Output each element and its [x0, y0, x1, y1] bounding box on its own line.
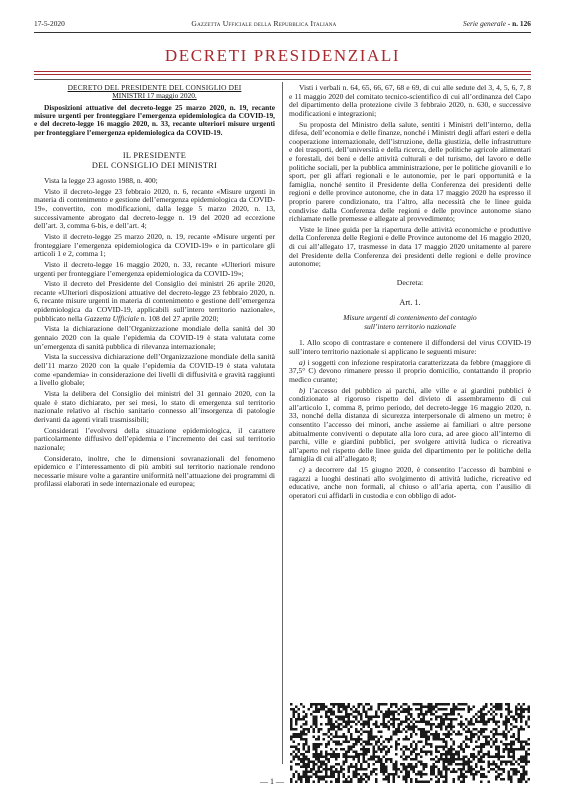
paragraph: Vista la legge 23 agosto 1988, n. 400;	[44, 176, 158, 185]
page-header	[34, 16, 531, 30]
paragraph: Visto il decreto del Presidente del Consiglio dei ministri 26 aprile 2020, recante «Ulteriori disposizioni attuative del decreto-legge 23 febbraio 2020, n. 6, recante misure urgenti in materia di contenimento e gestione dell’emergenza epidemiologica da COVID-19, applicabili sull’intero territorio nazionale», pubblicato nella Gazzetta Ufficiale n. 108 del 27 aprile 2020;	[34, 279, 275, 323]
decreta-heading: Decreta:	[396, 277, 424, 287]
page-number: — 1 —	[260, 777, 284, 786]
decree-subject: Disposizioni attuative del decreto-legge 25 marzo 2020, n. 19, recante misure urgenti per fronteggiare l’emergenza epidemiologica da COVID-19, e del decreto-legge 16 maggio 2020, n. 33, recante ulteriori misure urgenti per fronteggiare l’emergenza epidemiologica da COVID-19.	[34, 102, 275, 137]
paragraph: Vista la delibera del Consiglio dei ministri del 31 gennaio 2020, con la quale è stato dichiarato, per sei mesi, lo stato di emergenza sul territorio nazionale relativo al rischio sanitario connesso all’insorgenza di patologie derivanti da agenti virali trasmissibili;	[34, 388, 275, 424]
verification-code-image	[290, 703, 531, 783]
paragraph: Vista la successiva dichiarazione dell’Organizzazione mondiale della sanità dell’11 marzo 2020 con la quale l’epidemia da COVID-19 è stata valutata come «pandemia» in considerazione dei livelli di diffusività e gravità raggiunti a livello globale;	[34, 352, 275, 388]
header-rule	[34, 32, 531, 33]
list-item: b) l’accesso del pubblico ai parchi, alle ville e ai giardini pubblici è condizionato al rigoroso rispetto del divieto di assembramento di cui all’articolo 1, comma 8, primo periodo, del decreto-legge 16 maggio 2020, n. 33, nonché della distanza di sicurezza interpersonale di almeno un metro; è consentito l’accesso dei minori, anche assieme ai familiari o altre persone abitualmente conviventi o deputate alla loro cura, ad aree gioco all’interno di parchi, ville e giardini pubblici, per svolgere attività ludica o ricreativa all’aperto nel rispetto delle linee guida del dipartimento per le politiche della famiglia di cui all’allegato 8;	[289, 385, 531, 464]
article-subtitle: Misure urgenti di contenimento del contagio sull’intero territorio nazionale	[343, 313, 477, 331]
decree-title: DECRETO DEL PRESIDENTE DEL CONSIGLIO DEI MINISTRI 17 maggio 2020.	[67, 83, 242, 101]
column-divider	[282, 82, 283, 764]
paragraph: Visto il decreto-legge 25 marzo 2020, n. 19, recante «Misure urgenti per fronteggiare l’emergenza epidemiologica da COVID-19» e in particolare gli articoli 1 e 2, comma 1;	[34, 231, 275, 259]
issuer-heading: IL PRESIDENTE DEL CONSIGLIO DEI MINISTRI	[91, 151, 218, 170]
header-series: Serie generale - n. 126	[463, 18, 531, 28]
section-title: DECRETI PRESIDENZIALI	[164, 46, 401, 65]
title-rule-thin	[34, 74, 531, 75]
paragraph: Vista la dichiarazione dell’Organizzazione mondiale della sanità del 30 gennaio 2020 con la quale l’epidemia da COVID-19 è stata valutata come un’emergenza di sanità pubblica di rilevanza internazionale;	[34, 324, 275, 351]
right-column	[289, 84, 531, 503]
left-column	[34, 84, 275, 491]
article-heading: Art. 1.	[399, 298, 421, 308]
paragraph: Visto il decreto-legge 16 maggio 2020, n. 33, recante «Ulteriori misure urgenti per fronteggiare l’emergenza epidemiologica da COVID-19»;	[34, 259, 275, 278]
paragraph: 1. Allo scopo di contrastare e contenere il diffondersi del virus COVID-19 sull’intero territorio nazionale si applicano le seguenti misure:	[289, 338, 531, 356]
paragraph: Viste le linee guida per la riapertura delle attività economiche e produttive della Conferenza delle Regioni e delle Province autonome del 16 maggio 2020, di cui all’allegato 17, trasmesse in data 17 maggio 2020 unitamente al parere del Presidente della Conferenza dei presidenti delle regioni e delle province autonome;	[289, 224, 531, 269]
paragraph: Considerati l’evolversi della situazione epidemiologica, il carattere particolarmente diffusivo dell’epidemia e l’incremento dei casi sul territorio nazionale;	[34, 425, 275, 452]
paragraph: Visti i verbali n. 64, 65, 66, 67, 68 e 69, di cui alle sedute del 3, 4, 5, 6, 7, 8 e 11 maggio 2020 del comitato tecnico-scientifico di cui all’ordinanza del Capo del dipartimento della protezione civile 3 febbraio 2020, n. 630, e successive modificazioni e integrazioni;	[289, 83, 531, 118]
paragraph: Visto il decreto-legge 23 febbraio 2020, n. 6, recante «Misure urgenti in materia di contenimento e gestione dell’emergenza epidemiologica da COVID-19», convertito, con modificazioni, dalla legge 5 marzo 2020, n. 13, successivamente abrogato dal decreto-legge n. 19 del 2020 ad eccezione dell’art. 3, comma 6-bis, e dell’art. 4;	[34, 186, 275, 231]
paragraph: Su proposta del Ministro della salute, sentiti i Ministri dell’interno, della difesa, dell’economia e delle finanze, nonché i Ministri degli affari esteri e della cooperazione internazionale, dell’istruzione, della giustizia, delle infrastrutture e dei trasporti, dell’università e della ricerca, delle politiche agricole alimentari e forestali, dei beni e delle attività culturali e del turismo, del lavoro e delle politiche sociali, per la pubblica amministrazione, per le politiche giovanili e lo sport, per gli affari regionali e le autonomie, per le pari opportunità e la famiglia, nonché sentito il Presidente della Conferenza dei presidenti delle regioni e delle province autonome, che in data 17 maggio 2020 ha espresso il proprio parere condizionato, tra l’altro, alla necessità che le linee guida condivise dalla Conferenza delle regioni e delle province autonome siano richiamate nelle premesse e allegate al provvedimento;	[289, 119, 531, 224]
list-item: a) i soggetti con infezione respiratoria caratterizzata da febbre (maggiore di 37,5° C) devono rimanere presso il proprio domicilio, contattando il proprio medico curante;	[289, 357, 531, 384]
paragraph: Considerato, inoltre, che le dimensioni sovranazionali del fenomeno epidemico e l’interessamento di più ambiti sul territorio nazionale rendono necessarie misure volte a garantire uniformità nell’attuazione dei programmi di profilassi elaborati in sede internazionale ed europea;	[34, 453, 275, 489]
list-item: c) a decorrere dal 15 giugno 2020, è consentito l’accesso di bambini e ragazzi a luoghi destinati allo svolgimento di attività ludiche, ricreative ed educative, anche non formali, al chiuso o all’aria aperta, con l’ausilio di operatori cui affidarli in custodia e con obbligo di adot-	[289, 465, 531, 500]
title-rule-thick	[34, 71, 531, 72]
header-publication: Gazzetta Ufficiale della Repubblica Italiana	[191, 18, 337, 28]
header-date: 17-5-2020	[34, 18, 65, 28]
content-rule	[34, 79, 531, 80]
